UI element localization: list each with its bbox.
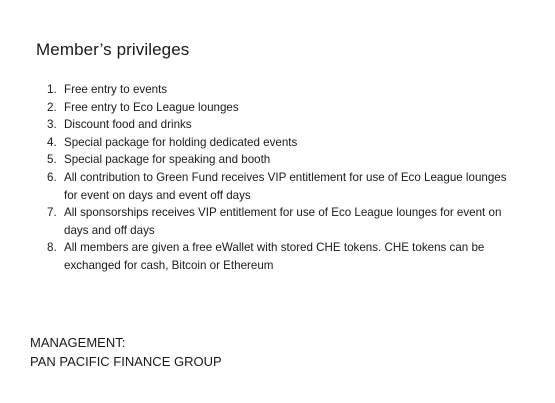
list-item [47,151,507,169]
item-number: 2. [47,100,57,114]
item-text: Free entry to events [64,83,168,96]
item-text: Discount food and drinks [64,118,192,132]
item-number: 1. [47,83,57,96]
item-number: 6. [47,170,57,184]
management-block [30,333,222,371]
item-text: Free entry to Eco League lounges [64,100,239,114]
item-text: Special package for holding dedicated events [64,135,298,149]
item-text: All members are given a free eWallet with stored CHE tokens. CHE tokens can be exchanged for cash, Bitcoin or Ethereum [64,241,485,272]
item-text: All contribution to Green Fund receives VIP entitlement for use of Eco League lounges for event on days and event off days [64,170,507,202]
list-item [47,169,507,204]
item-number: 5. [47,153,57,167]
item-number: 8. [47,241,57,255]
privileges-list [47,81,507,275]
item-text: All sponsorships receives VIP entitlement for use of Eco League lounges for event on days and off days [64,206,502,237]
item-number: 3. [47,118,57,132]
list-item [47,134,507,152]
list-item [47,116,507,134]
list-item [47,239,507,274]
list-item [47,99,507,117]
item-number: 7. [47,206,57,220]
list-item [47,81,507,99]
page-title: Member’s privileges [36,40,190,59]
list-item [47,204,507,239]
item-text: Special package for speaking and booth [64,153,271,167]
management-label: MANAGEMENT: [30,335,126,350]
company-name: PAN PACIFIC FINANCE GROUP [30,354,222,369]
item-number: 4. [47,135,57,149]
